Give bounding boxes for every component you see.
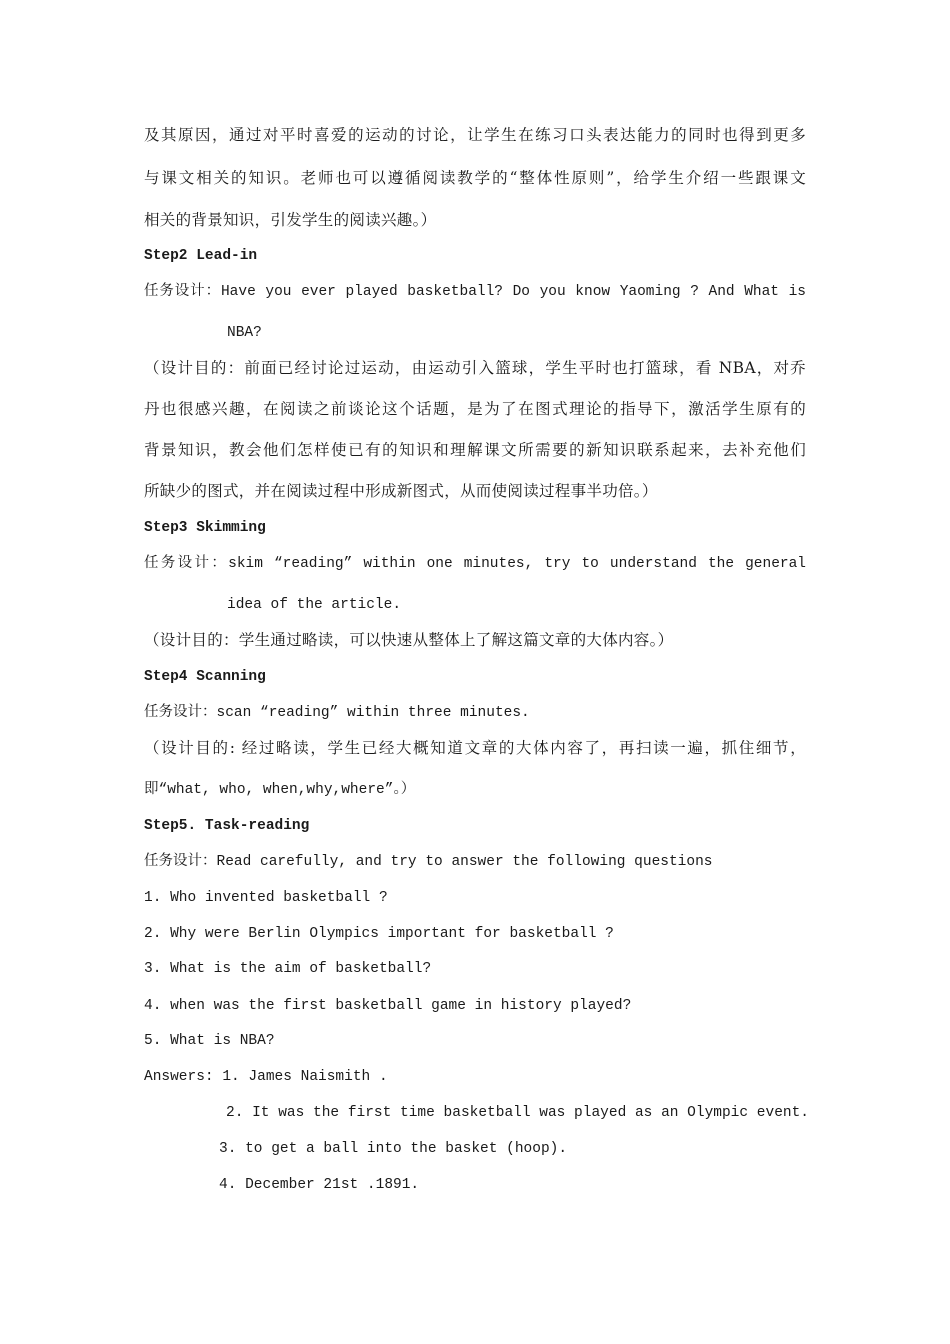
step4-heading: Step4 Scanning xyxy=(144,669,266,685)
step4-task: 任务设计：scan “reading” within three minutes. xyxy=(144,705,530,721)
answer-item: Answers: 1. James Naismith . xyxy=(144,1069,388,1085)
question-item: 4. when was the first basketball game in history played? xyxy=(144,998,632,1014)
intro-line-1: 及其原因，通过对平时喜爱的运动的讨论，让学生在练习口头表达能力的同时也得到更多 xyxy=(144,126,806,144)
intro-line-2: 与课文相关的知识。老师也可以遵循阅读教学的“整体性原则”，给学生介绍一些跟课文 xyxy=(144,169,806,187)
step2-purpose-line-2: 丹也很感兴趣，在阅读之前谈论这个话题，是为了在图式理论的指导下，激活学生原有的 xyxy=(144,400,806,418)
step2-heading: Step2 Lead-in xyxy=(144,248,258,264)
question-item: 2. Why were Berlin Olympics important for basketball ? xyxy=(144,926,614,942)
step2-purpose-line-3: 背景知识，教会他们怎样使已有的知识和理解课文所需要的新知识联系起来，去补充他们 xyxy=(144,441,806,459)
step3-purpose: （设计目的：学生通过略读，可以快速从整体上了解这篇文章的大体内容。） xyxy=(144,631,674,649)
step2-task-line-2: NBA? xyxy=(227,325,262,341)
intro-line-3: 相关的背景知识，引发学生的阅读兴趣。） xyxy=(144,211,437,229)
step4-purpose-line-1: （设计目的: 经过略读，学生已经大概知道文章的大体内容了，再扫读一遍，抓住细节， xyxy=(144,739,806,757)
step3-heading: Step3 Skimming xyxy=(144,520,266,536)
question-item: 3. What is the aim of basketball? xyxy=(144,961,432,977)
answer-item: 3. to get a ball into the basket (hoop). xyxy=(219,1141,568,1157)
step5-task: 任务设计：Read carefully, and try to answer the following questions xyxy=(144,854,713,870)
step2-task-line-1: 任务设计：Have you ever played basketball? Do you know Yaoming ? And What is xyxy=(144,284,806,300)
step4-purpose-line-2: 即“what, who, when,why,where”。） xyxy=(144,782,416,798)
answer-item: 2. It was the first time basketball was played as an Olympic event. xyxy=(226,1105,809,1121)
question-item: 1. Who invented basketball ? xyxy=(144,890,388,906)
step2-purpose-line-4: 所缺少的图式，并在阅读过程中形成新图式，从而使阅读过程事半功倍。） xyxy=(144,482,658,500)
answer-item: 4. December 21st .1891. xyxy=(219,1177,420,1193)
step2-purpose-line-1: （设计目的：前面已经讨论过运动，由运动引入篮球，学生平时也打篮球，看 NBA，对乔 xyxy=(144,359,806,377)
step3-task-line-1: 任务设计：skim “reading” within one minutes, try to understand the general xyxy=(144,556,806,572)
step5-heading: Step5. Task-reading xyxy=(144,818,310,834)
question-item: 5. What is NBA? xyxy=(144,1033,275,1049)
step3-task-line-2: idea of the article. xyxy=(227,597,402,613)
